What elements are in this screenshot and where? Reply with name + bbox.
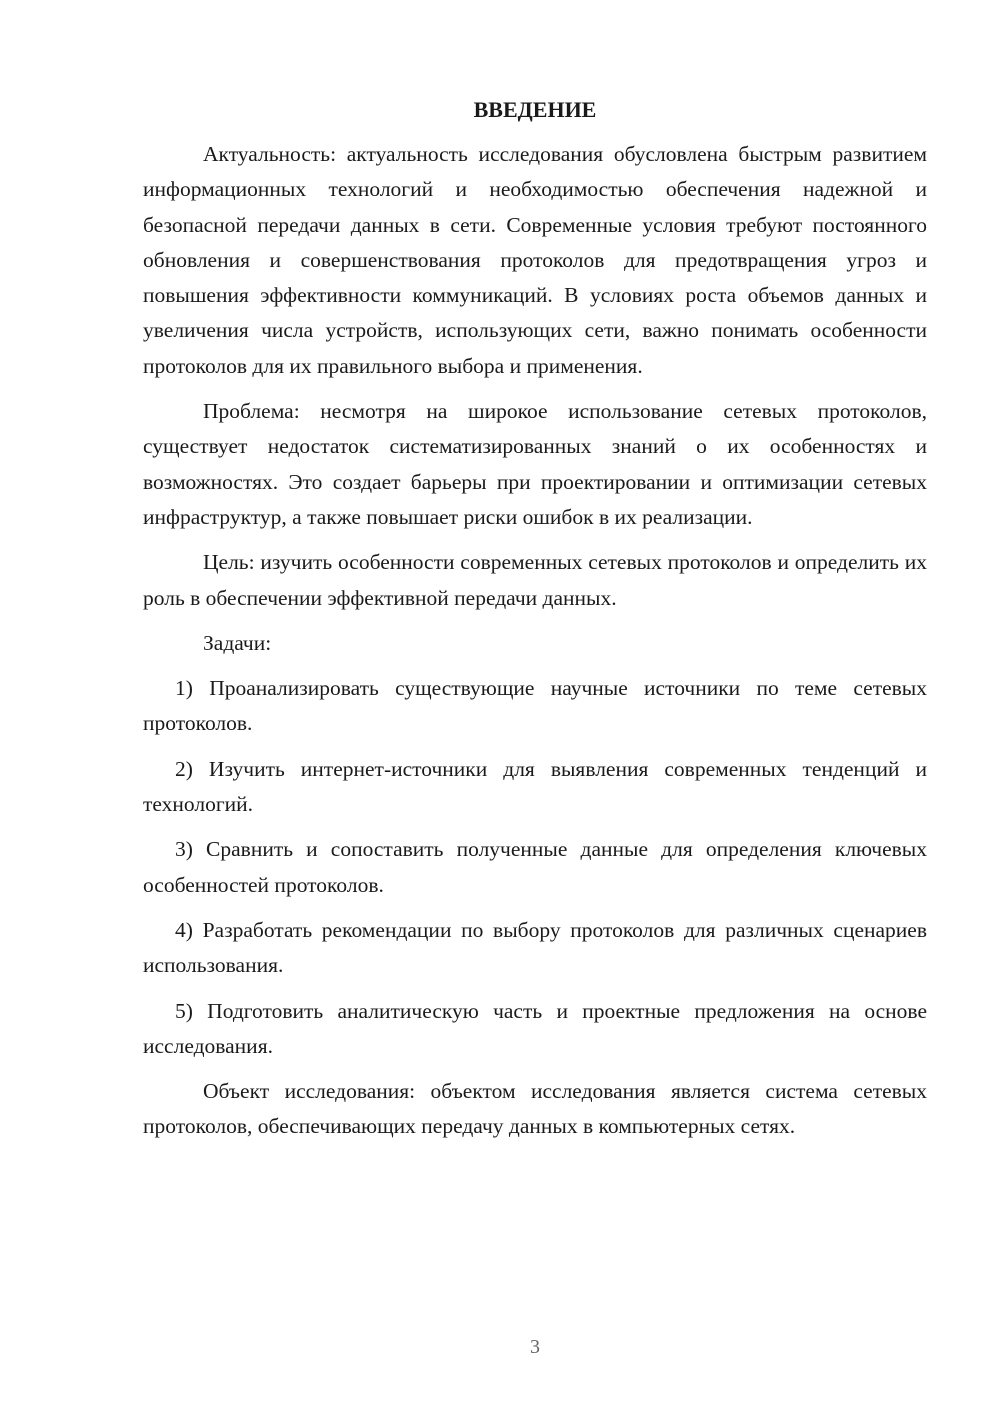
page-number: 3 <box>530 1336 540 1358</box>
task-item-4: 4) Разработать рекомендации по выбору протоколов для различных сценариев использования. <box>143 917 927 978</box>
page-content <box>143 95 927 1155</box>
paragraph-problem: Проблема: несмотря на широкое использование сетевых протоколов, существует недостаток систематизированных знаний о их особенностях и возможностях. Это создает барьеры при проектировании и оптимизации сетевых инфраструктур, а также повышает риски ошибок в их реализации. <box>143 399 927 529</box>
task-item-1: 1) Проанализировать существующие научные источники по теме сетевых протоколов. <box>143 676 927 736</box>
paragraph-goal: Цель: изучить особенности современных сетевых протоколов и определить их роль в обеспечении эффективной передачи данных. <box>143 550 927 610</box>
task-item-3: 3) Сравнить и сопоставить полученные данные для определения ключевых особенностей протоколов. <box>143 837 927 897</box>
task-item-2: 2) Изучить интернет-источники для выявления современных тенденций и технологий. <box>143 756 927 817</box>
paragraph-relevance: Актуальность: актуальность исследования обусловлена быстрым развитием информационных технологий и необходимостью обеспечения надежной и безопасной передачи данных в сети. Современные условия требуют постоянного обновления и совершенствования протоколов для предотвращения угроз и повышения эффективности коммуникаций. В условиях роста объемов данных и увеличения числа устройств, использующих сети, важно понимать особенности протоколов для их правильного выбора и применения. <box>143 142 927 378</box>
section-title: ВВЕДЕНИЕ <box>473 97 597 122</box>
paragraph-object: Объект исследования: объектом исследования является система сетевых протоколов, обеспечивающих передачу данных в компьютерных сетях. <box>143 1079 927 1139</box>
task-item-5: 5) Подготовить аналитическую часть и проектные предложения на основе исследования. <box>143 998 927 1058</box>
tasks-heading: Задачи: <box>203 630 272 655</box>
